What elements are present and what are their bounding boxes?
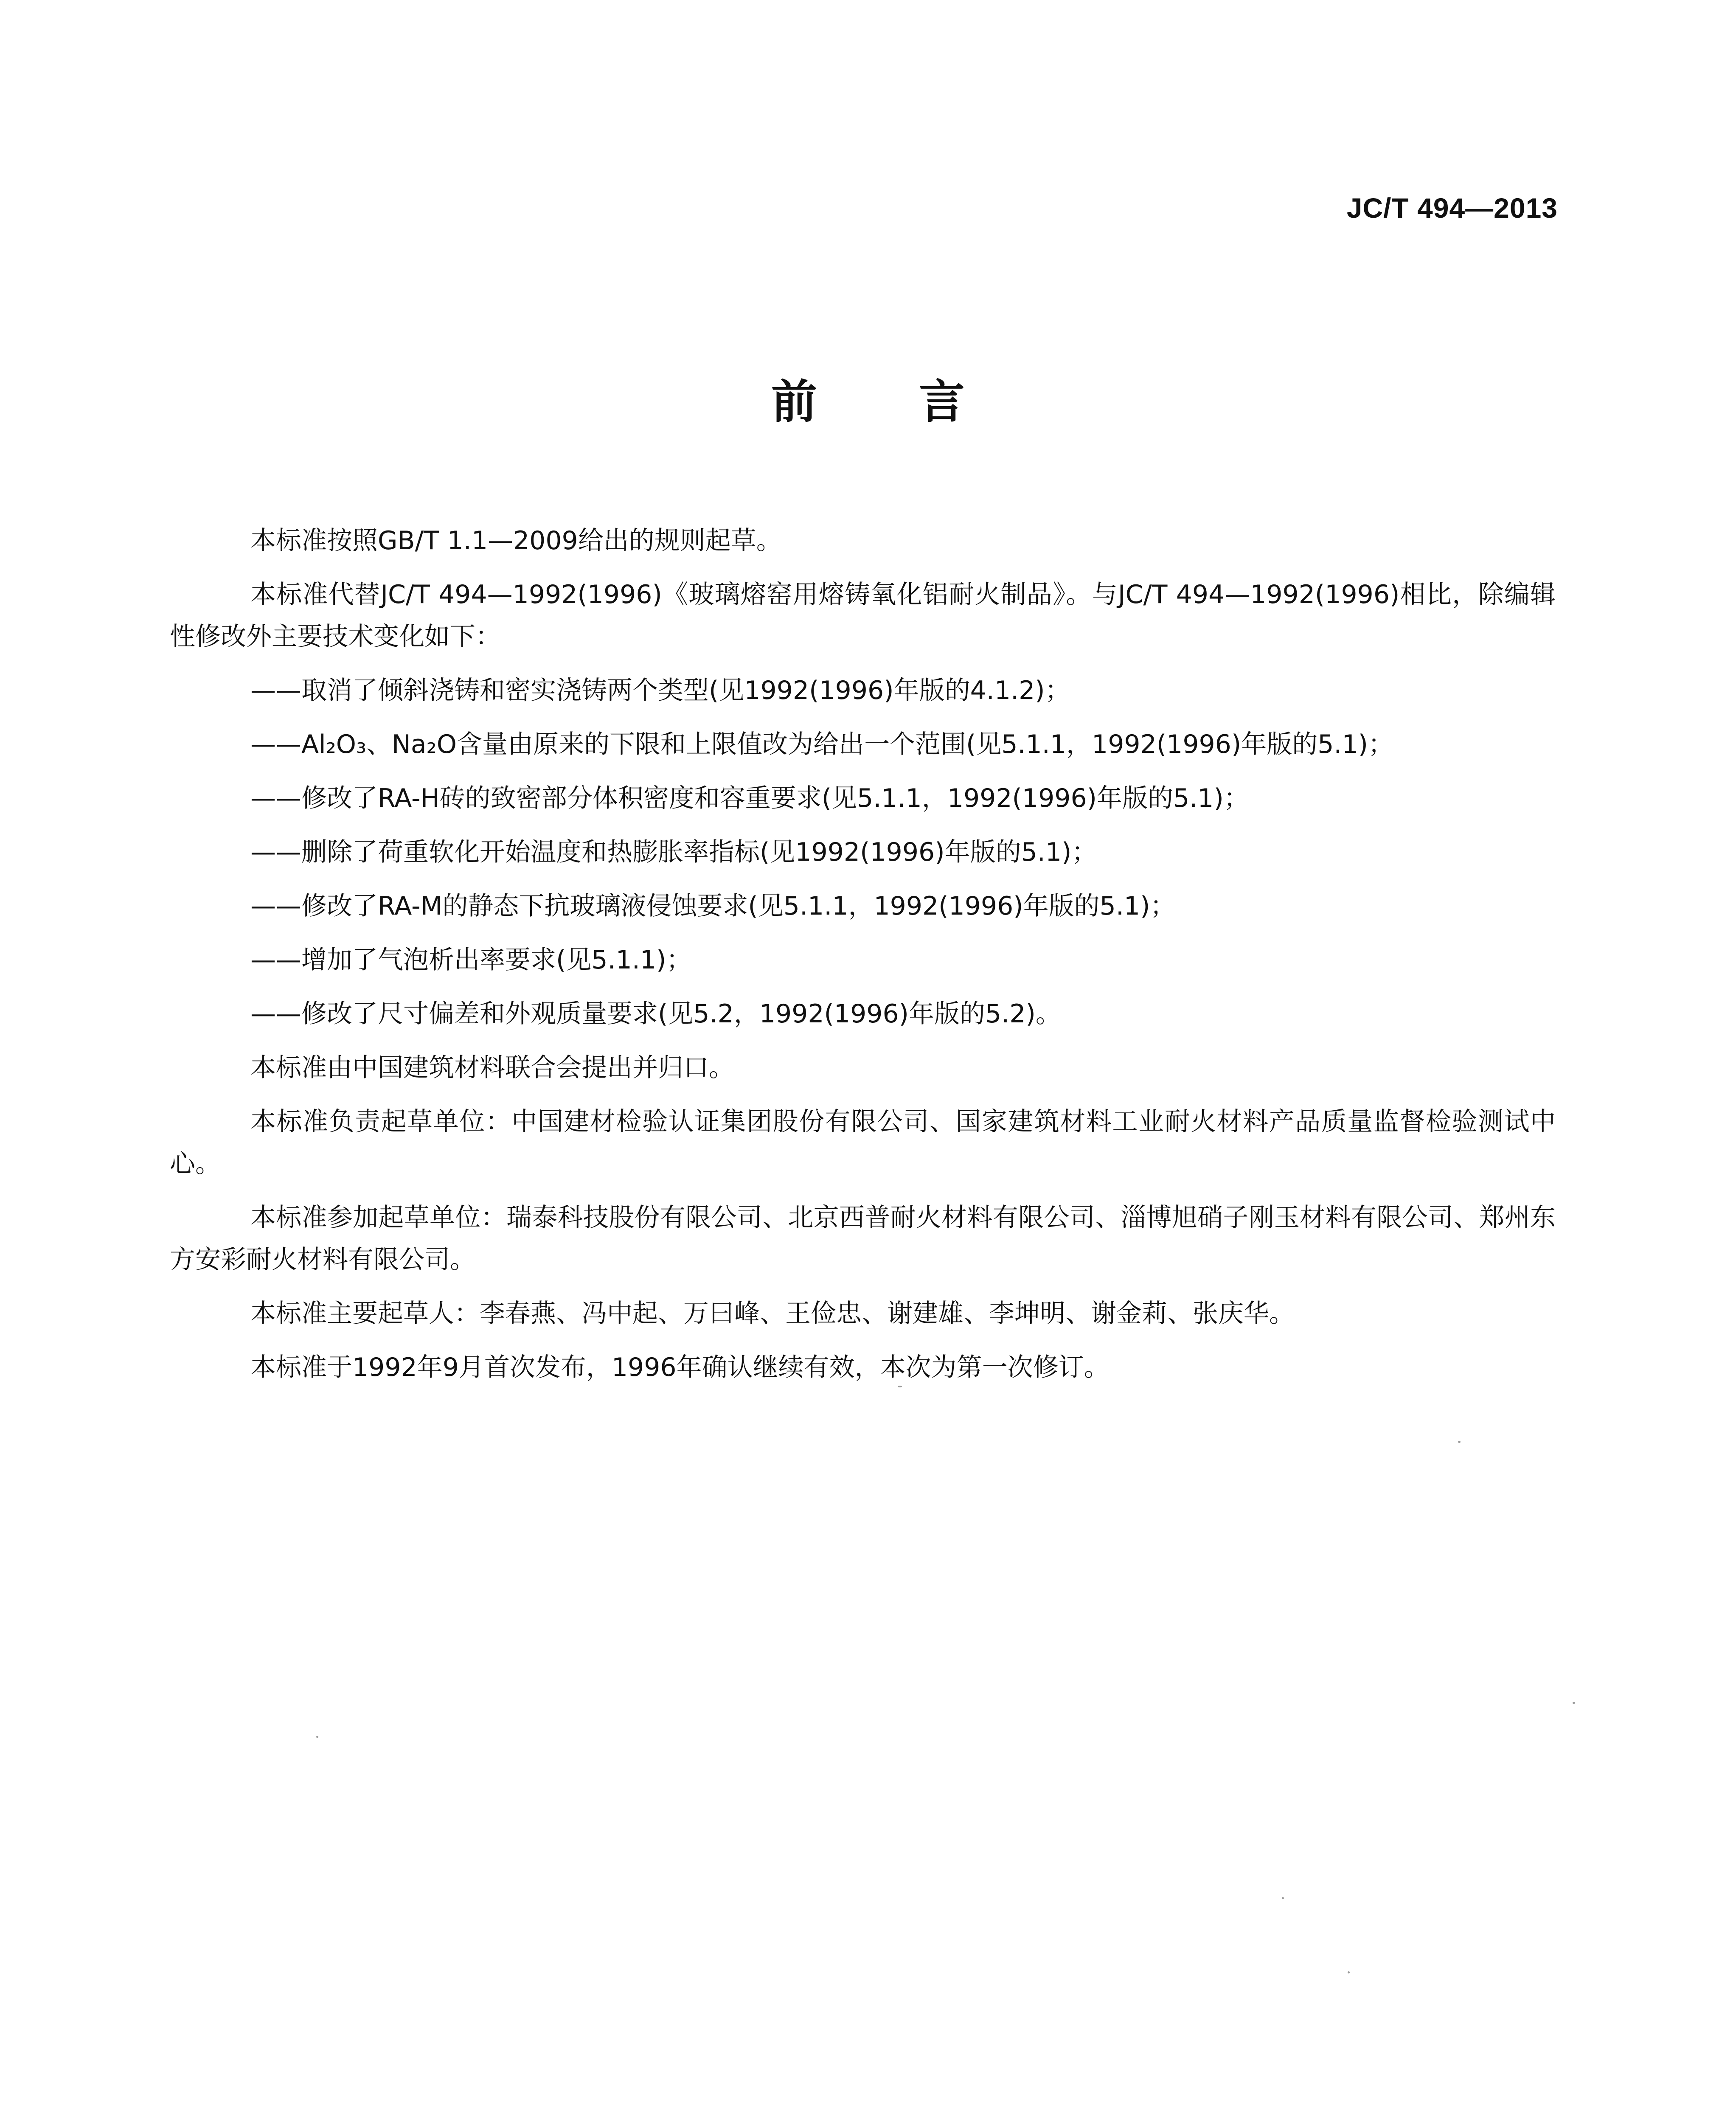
paragraph-lead-drafters: 本标准负责起草单位：中国建材检验认证集团股份有限公司、国家建筑材料工业耐火材料产品质量监督检验测试中心。 — [170, 1107, 1556, 1179]
paragraph-participating-drafters: 本标准参加起草单位：瑞泰科技股份有限公司、北京西普耐火材料有限公司、淄博旭硝子刚玉材料有限公司、郑州东方安彩耐火材料有限公司。 — [170, 1203, 1556, 1274]
change-item-2: ——Al₂O₃、Na₂O含量由原来的下限和上限值改为给出一个范围(见5.1.1，1992(1996)年版的5.1)； — [250, 730, 1394, 759]
scan-speck — [1282, 1897, 1284, 1899]
change-item-3: ——修改了RA-H砖的致密部分体积密度和容重要求(见5.1.1，1992(1996)年版的5.1)； — [250, 783, 1249, 813]
title-char-2: 言 — [919, 376, 965, 429]
scan-speck — [316, 1736, 318, 1738]
scan-speck — [1458, 1441, 1461, 1443]
change-item-5: ——修改了RA-M的静态下抗玻璃液侵蚀要求(见5.1.1，1992(1996)年版的5.1)； — [250, 891, 1176, 921]
scan-speck — [1348, 1971, 1350, 1973]
change-item-6: ——增加了气泡析出率要求(见5.1.1)； — [250, 945, 692, 975]
paragraph-publication-history: 本标准于1992年9月首次发布，1996年确认继续有效，本次为第一次修订。 — [250, 1353, 1110, 1382]
scan-speck — [898, 1386, 902, 1387]
paragraph-proposer: 本标准由中国建筑材料联合会提出并归口。 — [250, 1053, 734, 1083]
standard-number: JC/T 494—2013 — [1346, 192, 1558, 224]
paragraph-drafting-rules: 本标准按照GB/T 1.1—2009给出的规则起草。 — [250, 526, 782, 556]
change-item-4: ——删除了荷重软化开始温度和热膨胀率指标(见1992(1996)年版的5.1)； — [250, 837, 1097, 867]
change-item-1: ——取消了倾斜浇铸和密实浇铸两个类型(见1992(1996)年版的4.1.2)； — [250, 676, 1070, 705]
paragraph-replacement: 本标准代替JC/T 494—1992(1996)《玻璃熔窑用熔铸氧化铝耐火制品》。与JC/T 494—1992(1996)相比，除编辑性修改外主要技术变化如下： — [170, 580, 1556, 651]
scan-speck — [1573, 1702, 1575, 1704]
paragraph-main-drafters: 本标准主要起草人：李春燕、冯中起、万曰峰、王俭忠、谢建雄、李坤明、谢金莉、张庆华。 — [250, 1299, 1295, 1328]
foreword-title — [0, 365, 1736, 431]
change-item-7: ——修改了尺寸偏差和外观质量要求(见5.2，1992(1996)年版的5.2)。 — [250, 999, 1061, 1029]
foreword-body — [170, 520, 1556, 1401]
title-char-1: 前 — [771, 376, 817, 429]
